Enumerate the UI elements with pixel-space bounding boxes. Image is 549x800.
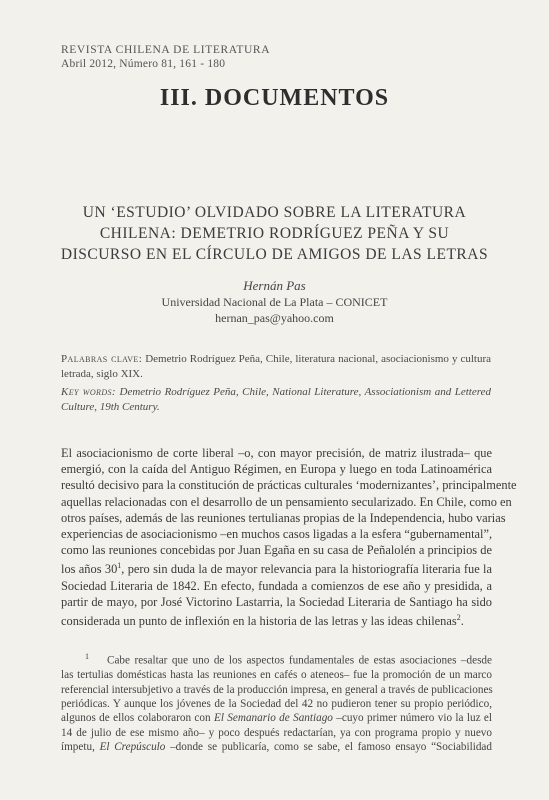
author-block — [0, 278, 549, 326]
footnote-line — [61, 711, 492, 725]
keywords-es-text: Demetrio Rodríguez Peña, Chile, literatura nacional, asociacionismo y cultura letrada, siglo XIX. — [61, 353, 492, 380]
body-line: experiencias de asociacionismo –en muchos casos ligadas a la esfera “gubernamental”, — [61, 527, 493, 542]
issue-info: Abril 2012, Número 81, 161 - 180 — [61, 58, 226, 70]
footnote-line — [61, 740, 492, 754]
keywords-en-text: Demetrio Rodríguez Peña, Chile, National Literature, Associationism and Lettered Culture, 19th Century. — [61, 386, 491, 413]
footnote — [61, 650, 492, 755]
article-title-line-1: UN ‘ESTUDIO’ OLVIDADO SOBRE LA LITERATURA — [82, 204, 467, 221]
body-line: como las reuniones concebidas por Juan Egaña en su casa de Peñalolén a principios de — [61, 543, 492, 558]
body-line-part: los años 30 — [61, 562, 118, 577]
body-line-part: , pero sin duda la de mayor relevancia para la historiografía literaria fue la — [121, 562, 493, 577]
author-email: hernan_pas@yahoo.com — [215, 311, 334, 325]
footnote-line — [61, 650, 492, 668]
article-title-line-3: DISCURSO EN EL CÍRCULO DE AMIGOS DE LAS LETRAS — [60, 246, 489, 263]
footnote-reference: 2 — [456, 613, 461, 623]
running-head — [61, 43, 270, 71]
footnote-line: 14 de julio de ese mismo año– y poco después redactarían, ya con programa propio y nuevo — [61, 726, 492, 739]
body-line-part: considerada un punto de inflexión en la historia de las letras y las ideas chilenas — [61, 614, 457, 629]
keywords-block — [61, 352, 491, 415]
body-line: partir de mayo, por José Victorino Lastarria, la Sociedad Literaria de Santiago ha sido — [61, 594, 492, 609]
footnote-line-part: –donde se publicaría, como se sabe, el famoso ensayo “Sociabilidad — [165, 741, 492, 754]
keywords-en — [61, 385, 491, 415]
footnote-line-part: ímpetu, — [61, 741, 100, 754]
body-line — [61, 558, 492, 577]
footnote-periodical-title: El Semanario de Santiago — [213, 712, 333, 725]
body-line: Sociedad Literaria de 1842. En efecto, fundada a comienzos de ese año y presidida, a — [61, 578, 492, 593]
footnote-line-part: –cuyo primer número vio la luz el — [332, 712, 492, 725]
article-title — [40, 202, 509, 265]
author-name: Hernán Pas — [243, 278, 306, 293]
footnote-line-part: algunos de ellos colaboraron con — [61, 712, 214, 725]
keywords-es — [61, 352, 491, 382]
footnote-line: referencial intersubjetivo a través de la producción impresa, en general a través de publicaciones — [61, 683, 493, 696]
footnote-periodical-title: El Crepúsculo — [99, 741, 166, 754]
footnote-line-part: Cabe resaltar que uno de los aspectos fundamentales de estas asociaciones –desde — [107, 654, 492, 667]
footnote-marker: 1 — [85, 652, 89, 661]
author-affiliation: Universidad Nacional de La Plata – CONICET — [161, 295, 388, 309]
body-line: resultó decisivo para la constitución de prácticas culturales ‘modernizantes’, principalmente — [61, 478, 517, 493]
footnote-reference: 1 — [117, 561, 122, 571]
footnote-line: periódicas. Y aunque los jóvenes de la Sociedad del 42 no pudieron tener su propio periódico, — [61, 697, 492, 710]
article-title-line-2: CHILENA: DEMETRIO RODRÍGUEZ PEÑA Y SU — [99, 225, 450, 242]
body-line: El asociacionismo de corte liberal –o, con mayor precisión, de matriz ilustrada– que — [61, 446, 492, 460]
body-line: considerada un punto de inflexión en la historia de las letras y las ideas chilenas$^2$. — [61, 613, 464, 629]
footnote-line: las tertulias domésticas hasta las reuniones en cafés o ateneos– fue la promoción de un marco — [61, 669, 492, 682]
keywords-en-label: Key words: — [61, 386, 116, 398]
body-line: otros países, además de las reuniones tertulianas propias de la Independencia, hubo varias — [61, 510, 506, 525]
body-paragraph — [61, 445, 517, 629]
body-line: emergió, con la caída del Antiguo Régimen, en Europa y luego en toda Latinoamérica — [61, 462, 492, 477]
body-line: aquellas relacionadas con el desarrollo de un pensamiento secularizado. En Chile, como en — [61, 494, 512, 509]
section-title: III. DOCUMENTOS — [159, 85, 390, 111]
keywords-es-label: Palabras clave: — [61, 353, 143, 365]
journal-name: REVISTA CHILENA DE LITERATURA — [61, 44, 271, 56]
